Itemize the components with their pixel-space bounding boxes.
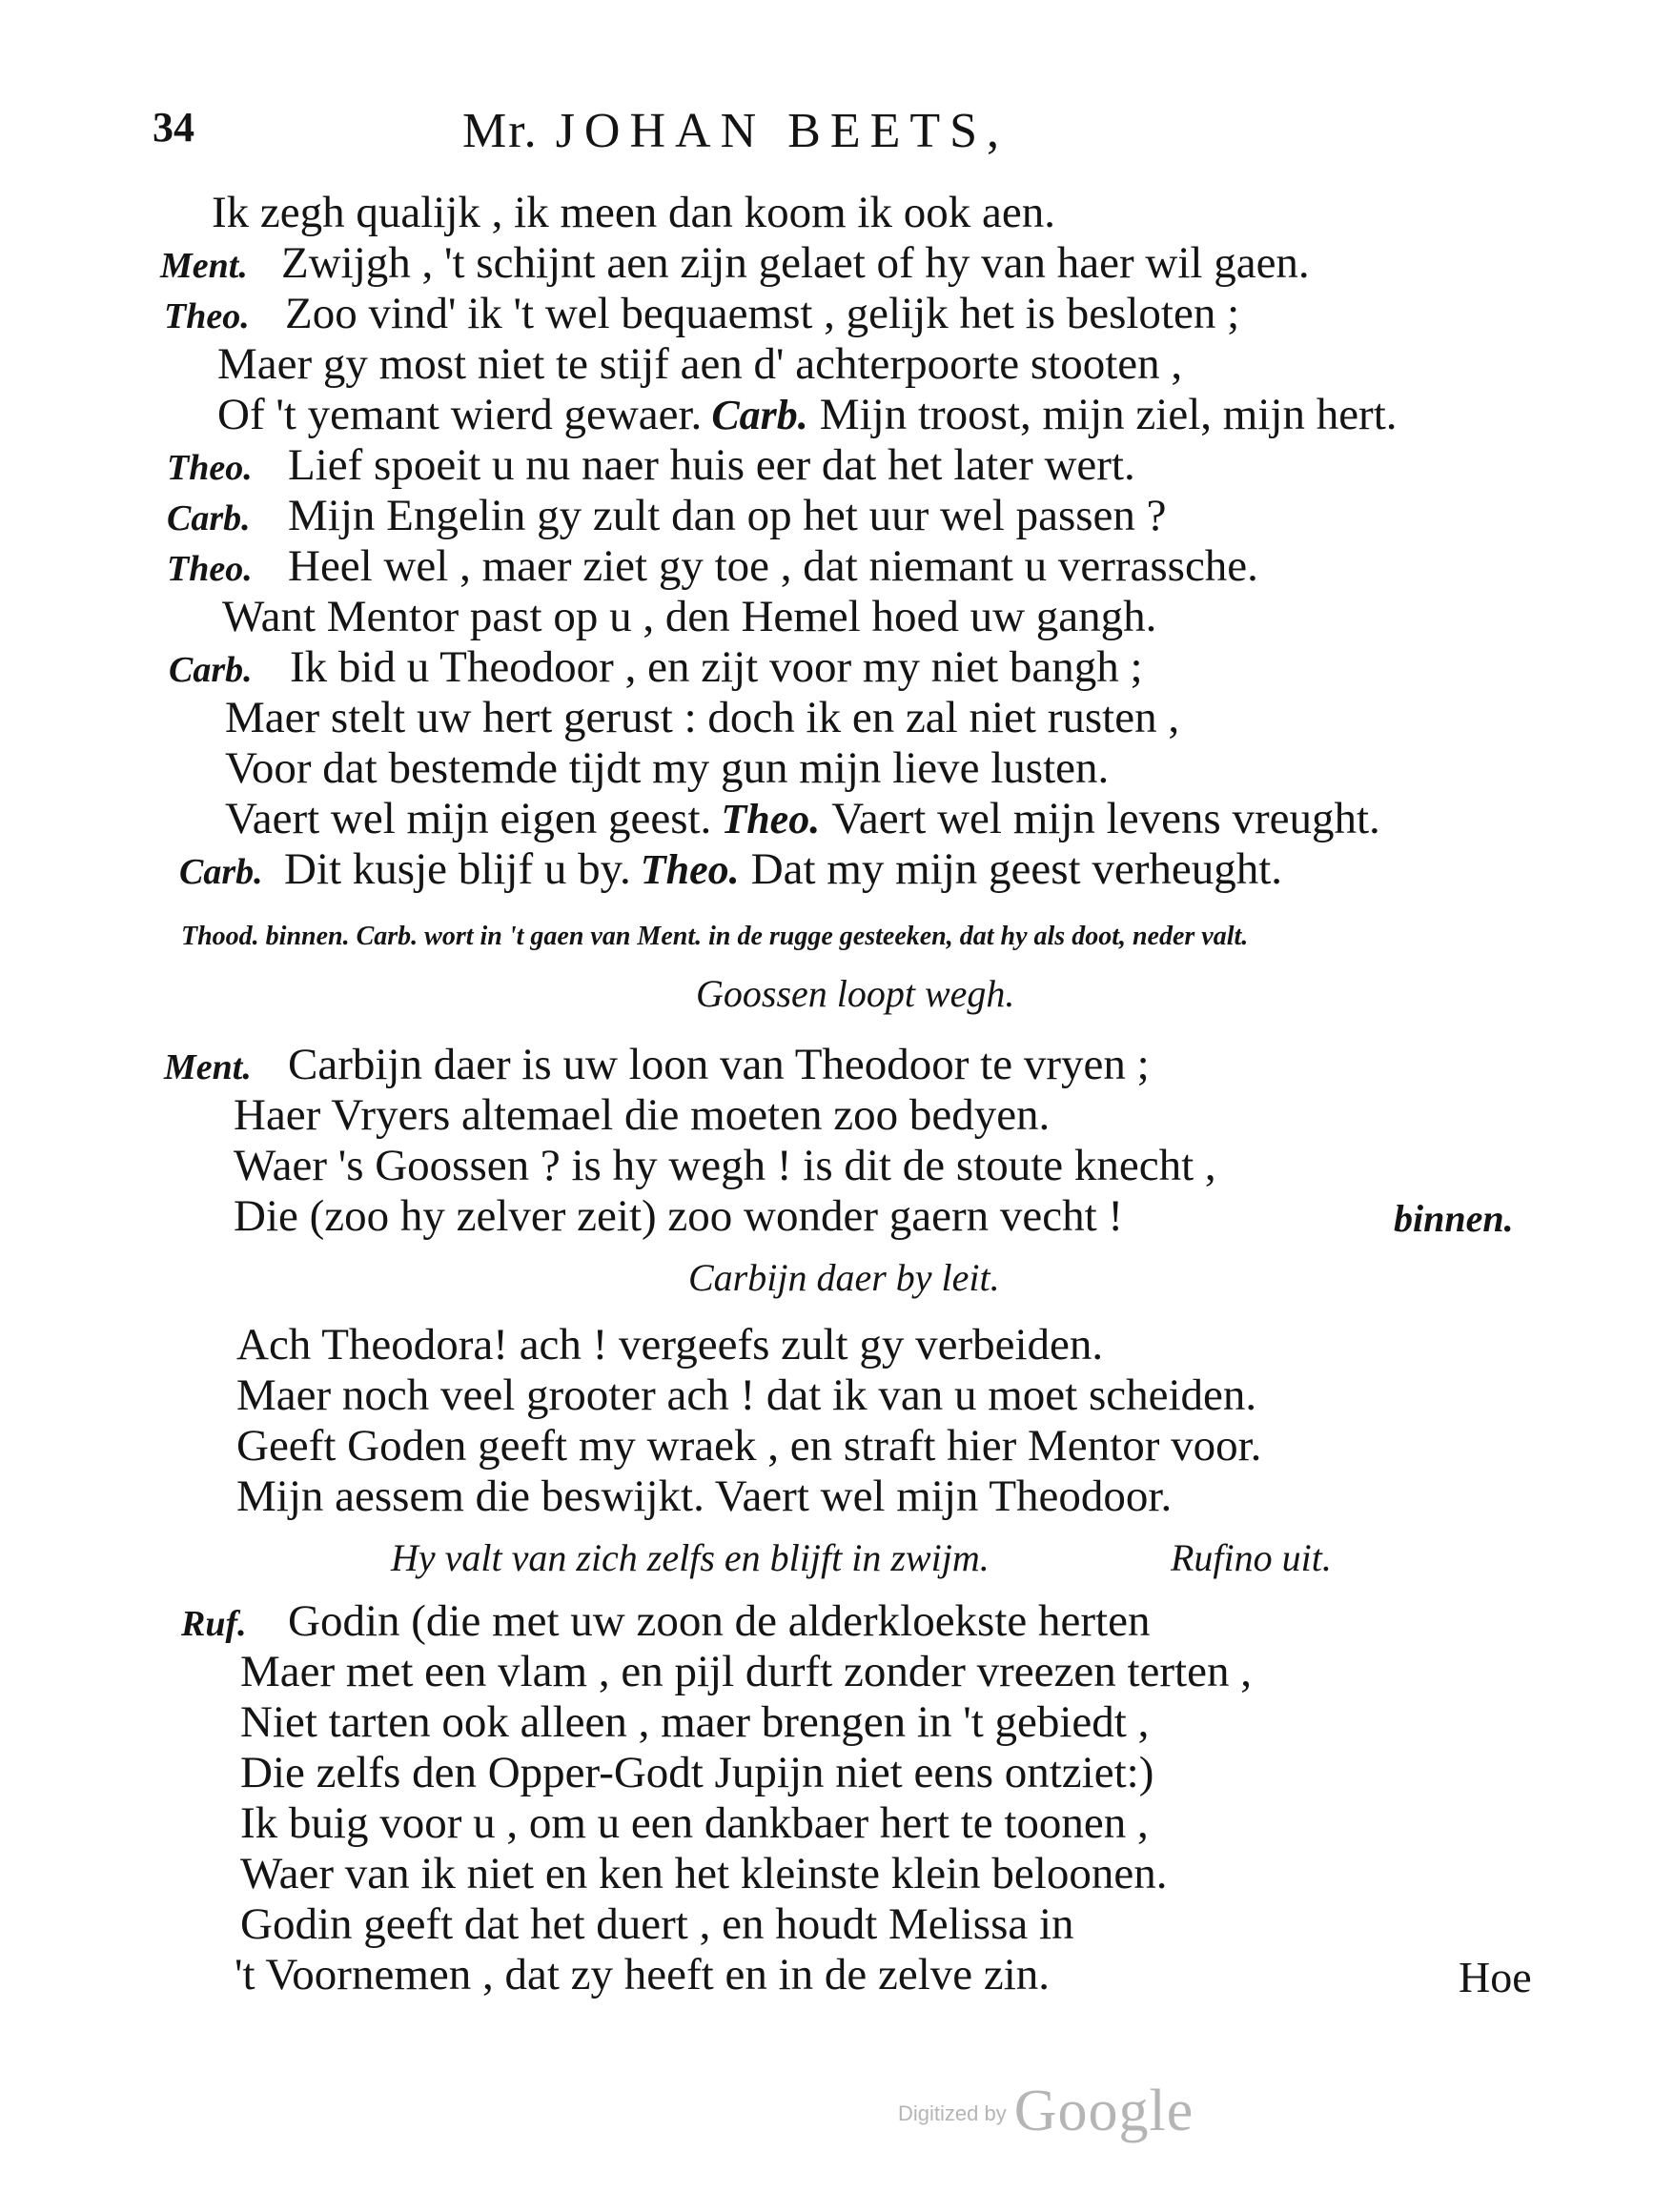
stage-direction-entrance: Rufino uit.	[1171, 1536, 1332, 1579]
verse-line: Geeft Goden geeft my wraek , en straft hier Mentor voor.	[236, 1421, 1262, 1471]
verse-line: Ach Theodora! ach ! vergeefs zult gy verbeiden.	[236, 1320, 1104, 1370]
speaker-label: Carb.	[169, 650, 253, 690]
stage-direction: Goossen loopt wegh.	[696, 972, 1015, 1015]
verse-line: Theo. Lief spoeit u nu naer huis eer dat het later wert.	[167, 440, 1135, 490]
stage-direction: Carbijn daer by leit.	[688, 1256, 1000, 1299]
verse-line: Vaert wel mijn eigen geest. Theo. Vaert wel mijn levens vreught.	[225, 794, 1380, 843]
speaker-label: Ment.	[164, 1047, 252, 1087]
verse-line: Ment. Carbijn daer is uw loon van Theodoor te vryen ;	[164, 1040, 1150, 1089]
verse-line: Haer Vryers altemael die moeten zoo bedyen.	[234, 1090, 1051, 1140]
stage-direction-exit: binnen.	[1394, 1197, 1514, 1240]
digitized-label: Digitized by	[898, 2101, 1007, 2125]
google-logo: Google	[1013, 2079, 1194, 2143]
verse-line: Theo. Heel wel , maer ziet gy toe , dat niemant u verrassche.	[167, 541, 1258, 591]
verse-line: Mijn aessem die beswijkt. Vaert wel mijn Theodoor.	[236, 1471, 1173, 1521]
speaker-label: Ruf.	[181, 1604, 247, 1644]
verse-line: Carb. Dit kusje blijf u by. Theo. Dat my mijn geest verheught.	[179, 844, 1283, 894]
verse-line: Of 't yemant wierd gewaer. Carb. Mijn troost, mijn ziel, mijn hert.	[217, 390, 1398, 439]
speaker-label: Ment.	[160, 246, 248, 286]
verse-line: Maer gy most niet te stijf aen d' achterpoorte stooten ,	[217, 339, 1183, 389]
speaker-label: Theo.	[721, 796, 821, 842]
verse-line: Maer met een vlam , en pijl durft zonder vreezen terten ,	[240, 1647, 1252, 1696]
verse-line: Ik buig voor u , om u een dankbaer hert te toonen ,	[240, 1798, 1149, 1848]
verse-line: Die zelfs den Opper-Godt Jupijn niet eens ontziet:)	[240, 1748, 1154, 1797]
verse-line: Ment. Zwijgh , 't schijnt aen zijn gelaet of hy van haer wil gaen.	[160, 238, 1310, 288]
catchword: Hoe	[1459, 1953, 1532, 2001]
page-number: 34	[153, 104, 194, 151]
speaker-label: Theo.	[167, 549, 253, 589]
stage-direction: Thood. binnen. Carb. wort in 't gaen van Ment. in de rugge gesteeken, dat hy als doot, neder valt.	[181, 922, 1249, 951]
speaker-label: Theo.	[167, 448, 253, 488]
verse-line: Godin geeft dat het duert , en houdt Melissa in	[240, 1899, 1074, 1949]
speaker-label: Carb.	[179, 852, 263, 892]
running-title	[462, 103, 1009, 159]
verse-line: 't Voornemen , dat zy heeft en in de zelve zin.	[235, 1950, 1051, 1999]
speaker-label: Carb.	[167, 498, 251, 538]
running-title-name: JOHAN BEETS,	[555, 104, 1010, 158]
running-title-mr: Mr.	[462, 104, 539, 158]
speaker-label: Theo.	[164, 296, 250, 336]
verse-line: Carb. Mijn Engelin gy zult dan op het uur wel passen ?	[167, 491, 1167, 540]
verse-line: Die (zoo hy zelver zeit) zoo wonder gaern vecht !	[234, 1191, 1124, 1241]
verse-line: Maer stelt uw hert gerust : doch ik en zal niet rusten ,	[225, 693, 1180, 742]
verse-line: Ik zegh qualijk , ik meen dan koom ik ook aen.	[212, 188, 1055, 237]
verse-line: Voor dat bestemde tijdt my gun mijn lieve lusten.	[225, 743, 1110, 793]
speaker-label: Carb.	[711, 392, 808, 438]
verse-line: Want Mentor past op u , den Hemel hoed uw gangh.	[222, 592, 1157, 641]
verse-line: Ruf. Godin (die met uw zoon de alderkloekste herten	[181, 1596, 1151, 1646]
verse-line: Waer van ik niet en ken het kleinste klein beloonen.	[240, 1849, 1168, 1898]
verse-line: Niet tarten ook alleen , maer brengen in 't gebiedt ,	[240, 1697, 1150, 1747]
speaker-label: Theo.	[640, 846, 740, 893]
verse-line: Theo. Zoo vind' ik 't wel bequaemst , gelijk het is besloten ;	[164, 289, 1240, 338]
digitized-watermark	[898, 2078, 1194, 2145]
verse-line: Waer 's Goossen ? is hy wegh ! is dit de stoute knecht ,	[234, 1141, 1216, 1190]
verse-line: Carb. Ik bid u Theodoor , en zijt voor my niet bangh ;	[169, 642, 1143, 692]
stage-direction: Hy valt van zich zelfs en blijft in zwijm.	[391, 1536, 990, 1579]
running-header	[153, 103, 1563, 160]
verse-line: Maer noch veel grooter ach ! dat ik van u moet scheiden.	[236, 1370, 1257, 1420]
